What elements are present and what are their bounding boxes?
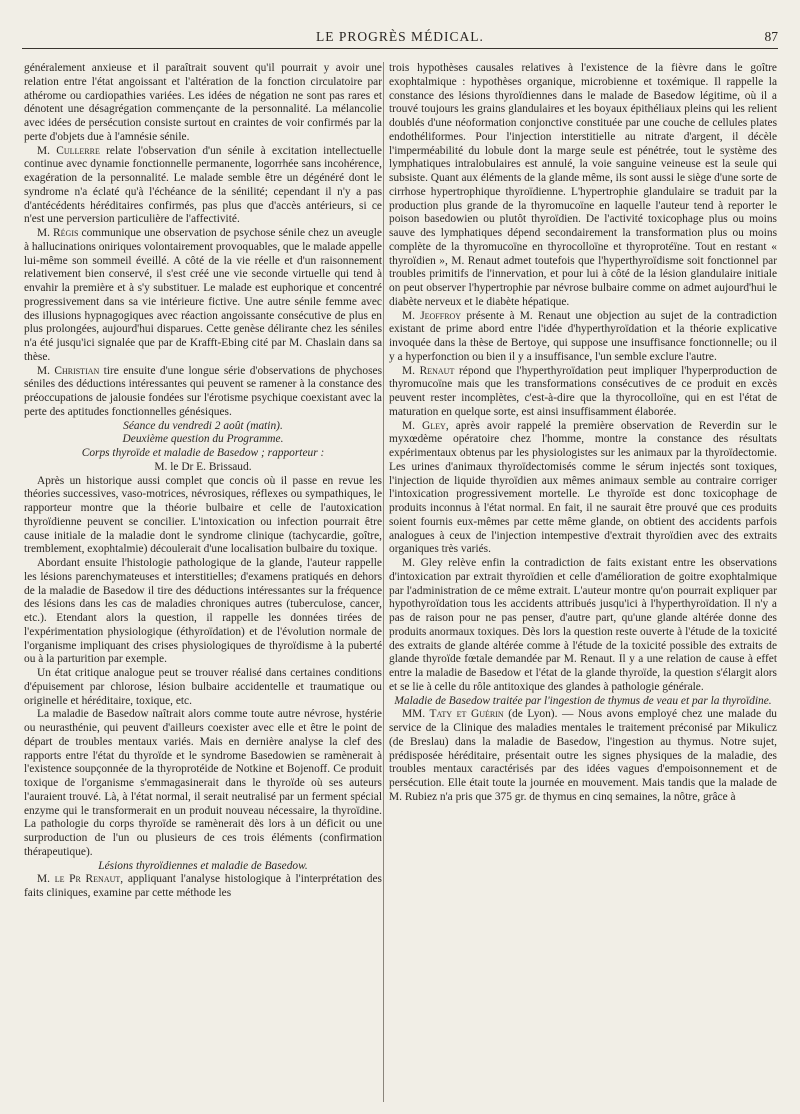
speaker-name: M. Cullerre [37, 144, 100, 157]
paragraph [24, 227, 382, 365]
paragraph [24, 145, 382, 228]
section-heading: Lésions thyroïdiennes et maladie de Basedow. [98, 859, 308, 872]
running-header [22, 26, 778, 49]
paragraph: trois hypothèses causales relatives à l'existence de la fièvre dans le goître exophtalmique : hypothèses organique, microbienne et toxémique. Il rappelle la constance des lésions thyroïdiennes dans le malade de Basedow légitime, où il a trouvé toujours les grains glandulaires et les boyaux épithéliaux pleins qui les relient doublés d'une néoformation conjonctive constituée par une couche de cellules plates endothéliformes. Pour l'injection interstitielle au nitrate d'argent, il décèle l'imperméabilité du lobule dont la marge seule est pénétrée, tout le système des lymphatiques intralobulaires est annulé, la voie sanguine veineuse est la seule qui subsiste. Quant aux éléments de la glande même, ils sont aussi le siège d'une sorte de cirrhose hypertrophique thyroïdienne. L'hypertrophie glandulaire se traduit par la production plus grande de la thyromucoïne en laquelle l'auteur tend à reporter le poison basedowien ou plutôt thyroïdien. De l'activité toxicophage plus ou moins sauve des lymphatiques dépend secondairement la transformation plus ou moins complète de la thyromucoïne en thyrocolloïne et thyroprotéïne. Tout en restant « thyroïdien », M. Renaut admet toutefois que l'hyperthyroïdisme soit fonctionnel par troubles primitifs de l'innervation, et pour lui à côté de la lésion glandulaire initiale on peut observer l'hypertrophie par névrose bulbaire comme on admet aujourd'hui le diabète nerveux et le diabète hépatique. [389, 62, 777, 308]
paragraph: La maladie de Basedow naîtrait alors comme toute autre névrose, hystérie ou neurasthénie, qui peuvent d'ailleurs coexister avec elle et être le point de départ de troubles mentaux variés. Mais en dernière analyse la clef des rapports entre l'état du thyroïde et le syndrome Basedowien se ramènerait à l'existence soupçonnée de la thyroprotéide de Notkine et Bojenoff. Ce produit toxique de l'organisme s'emmagasinerait dans le thyroïde où ses auteurs l'auraient trouvé. Là, à l'état normal, il serait neutralisé par un ferment spécial enzyme qui le transformerait en un produit nouveau nécessaire, la thyroïdine. La pathologie du corps thyroïde se ramènerait dès lors à un déficit ou une surproduction de l'un ou plusieurs de ces trois éléments (confirmation thérapeutique). [24, 708, 382, 858]
session-heading: Séance du vendredi 2 août (matin). [123, 419, 283, 432]
paragraph-text: répond que l'hyperthyroïdation peut impliquer l'hyperproduction de thyromucoïne mais que les transformations consécutives de ce produit en excès peuvent rester incomplètes, c'est-à-dire que la thyrocolloïne, qui en est l'état de maturation en quelque sorte, est ainsi insuffisamment élaborée. [389, 364, 777, 418]
paragraph [389, 310, 777, 365]
rapporteur: M. le Dr E. Brissaud. [154, 460, 252, 473]
question-heading: Deuxième question du Programme. [122, 433, 284, 446]
speaker-name: M. Renaut [402, 364, 455, 377]
column-rule [383, 62, 384, 1102]
paragraph [24, 873, 382, 901]
paragraph-text: relate l'observation d'un sénile à excitation intellectuelle continue avec dynamie fonctionnelle permanente, logorrhée sans incohérence, exagération de la personnalité. Le malade semble être un dégénéré dont le syndrome n'a éclaté qu'à l'échéance de la sénilité; cependant il n'y a pas d'antécédents héréditaires confirmés, pas plus que d'accès antérieurs, si ce n'est une perversion particulière de l'affectivité. [24, 144, 382, 226]
speaker-name: M. le Pr Renaut [37, 873, 121, 886]
speaker-name: MM. Taty et Guérin [402, 708, 504, 721]
section-heading: Maladie de Basedow traitée par l'ingestion de thymus de veau et par la thyroïdine. [394, 694, 772, 707]
paragraph: M. Gley relève enfin la contradiction de faits existant entre les observations d'intoxication par extrait thyroïdien et celle d'amélioration de goitre exophtalmique par l'administration de ce même extrait. L'auteur montre qu'on pourrait expliquer par hypothyroïdation tous les accidents attribués jusqu'ici à l'hyperthyroïdation. Il n'y a pas de raison pour ne pas penser, d'autre part, qu'une glande altérée donne des produits anormaux toxiques. Dès lors la question reste ouverte à l'étude de la toxicité des extraits de glande altérée comme à l'étude de la toxicité possible des extraits de glande thyroïde fœtale demandée par M. Renaut. Il y a une relation de cause à effet entre la maladie de Basedow et l'état de la glande thyroïde, la question s'élargit alors et se lie à celle du rôle antitoxique des glandes à pathologie générale. [389, 557, 777, 693]
paragraph-text: communique une observation de psychose sénile chez un aveugle à hallucinations oniriques volontairement provoquables, que le malade appelle lui-même son sommeil éveillé. A côté de la vie réelle et d'un raisonnement relativement bien conservé, il s'est créé une vie seconde virtuelle qui tend à envahir la première et à s'y substituer. Le malade est euphorique et concentré progressivement dans sa vie intérieure fictive. Une autre sénile femme avec des illusions hypnagogiques avec réaction angoissante consécutive de plus en plus prolongées, aujourd'hui disparues. Cette genèse délirante chez les séniles n'a été jusqu'ici signalée que par de Krafft-Ebing cité par M. Chaslain dans sa thèse. [24, 227, 382, 363]
paragraph: généralement anxieuse et il paraîtrait souvent qu'il pourrait y avoir une relation entre l'état angoissant et l'altération de la fonction circulatoire par athérome ou cardiopathies variées. Les idées de négation ne sont pas rares et dénotent une désagrégation commençante de la personnalité. La mélancolie avec idées de persécution consiste surtout en craintes de voir confirmés par la perte d'objets due à l'amnésie sénile. [24, 62, 382, 143]
speaker-name: M. Christian [37, 364, 100, 377]
paragraph-text: présente à M. Renaut une objection au sujet de la contradiction existant de prime abord entre l'idée d'hyperthyroïdation et la théorie explicative invoquée dans la thèse de Bertoye, qui suppose une insuffisance fonctionnelle; ou il y a hyperfonction ou bien il y a insuffisance, l'un semble exclure l'autre. [389, 309, 777, 363]
paragraph [24, 365, 382, 420]
paragraph [389, 708, 777, 804]
paragraph-text: , appliquant l'analyse histologique à l'interprétation des faits cliniques, examine par cette méthode les [24, 873, 382, 899]
speaker-name: M. Jeoffroy [402, 309, 462, 322]
paragraph-text: (de Lyon). — Nous avons employé chez une malade du service de la Clinique des maladies mentales le traitement préconisé par Mikulicz (de Breslau) dans la maladie de Basedow, l'ingestion au thymus. Notre sujet, prédisposée héréditaire, présentait outre les signes physiques de la maladie, des troubles mentaux caractérisés par des idées vagues d'empoisonnement et de persécution. Elle était toute la journée en mouvement. Mais tandis que la malade de M. Rubiez n'a pris que 375 gr. de thymus en cinq semaines, la nôtre, grâce à [389, 708, 777, 803]
paragraph-text: , après avoir rappelé la première observation de Reverdin sur le myxœdème opératoire chez l'homme, montre la constance des résultats expérimentaux obtenus par les physiologistes sur les animaux par la thyroïdectomie. Les urines d'animaux thyroïdectomisés comme le sérum injectés sont toxiques, l'injection de liquide thyroïdien aux mêmes animaux semble au contraire corriger l'intoxication progressivement mortelle. Le thyroïde est donc toxicophage de produits inconnus à l'état normal. En fait, il ne saurait être prouvé que ces produits soient fournis eux-mêmes par cette même glande, on obtient des accidents parfois analogues à ceux de l'injection intempestive d'extrait thyroïdien avec des extraits organiques très variés. [389, 419, 777, 556]
paragraph-text: tire ensuite d'une longue série d'observations de phychoses séniles des déductions intéressantes qui peuvent se ramener à la constance des préoccupations de jalousie fondées sur l'érotisme psychique coexistant avec la perte des aptitudes fonctionnelles génésiques. [24, 364, 382, 418]
paragraph: Un état critique analogue peut se trouver réalisé dans certaines conditions d'épuisement par chlorose, lésion bulbaire accidentelle et traumatique ou originelle et héréditaire, toxique, etc. [24, 667, 382, 707]
journal-title: LE PROGRÈS MÉDICAL. [316, 29, 484, 44]
subject-heading: Corps thyroïde et maladie de Basedow ; rapporteur : [81, 447, 325, 459]
speaker-name: M. Gley [402, 419, 446, 432]
page-number: 87 [764, 29, 778, 44]
paragraph: Abordant ensuite l'histologie pathologique de la glande, l'auteur rappelle les lésions parenchymateuses et interstitielles; d'examens pratiqués en dehors de la maladie de Basedow il tire des déductions intéressantes sur la fréquence des lésions dans les cas de maladies chroniques autres (tuberculose, cancer, etc.). Etendant alors la question, il rappelle les données tirées de l'expérimentation physiologique (éthyroïdation) et de l'évolution normale de l'organisme impliquant des crises physiologiques de thyroïdisme à la puberté ou à la parturition par exemple. [24, 557, 382, 666]
paragraph: Après un historique aussi complet que concis où il passe en revue les théories successives, vaso-motrices, névrosiques, réflexes ou sympathiques, le rapporteur montre que la théorie bulbaire et celle de l'autoxication thyroïdienne peuvent se concilier. L'intoxication ou infection pourrait être cause initiale de la maladie dont le syndrome clinique (tachycardie, goître, tremblement, exophtalmie) découlerait d'une localisation bulbaire du toxique. [24, 474, 382, 556]
right-column [389, 62, 777, 805]
speaker-name: M. Régis [37, 227, 79, 239]
paragraph [389, 365, 777, 420]
paragraph [389, 420, 777, 558]
left-column [24, 62, 382, 901]
